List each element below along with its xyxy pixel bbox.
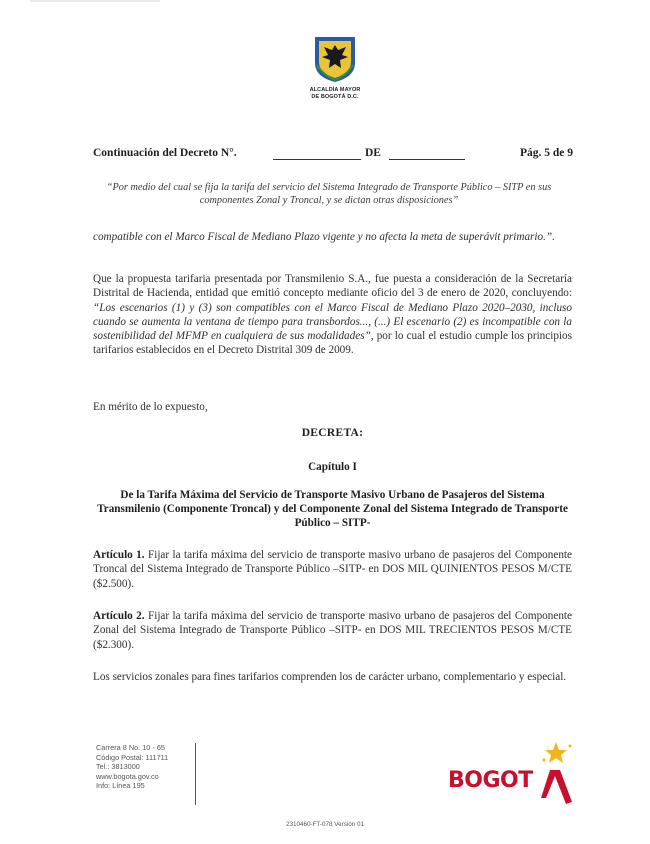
- footer-postal: Código Postal: 111711: [96, 752, 169, 762]
- article-1-label: Artículo 1.: [93, 549, 145, 561]
- form-code: 2310460-FT-078 Versión 01: [285, 821, 365, 828]
- paragraph-merito: En mérito de lo expuesto,: [93, 401, 208, 413]
- de-label: DE: [365, 147, 381, 159]
- bogota-logo-text: BOGOT: [448, 768, 533, 793]
- article-1: [93, 548, 572, 591]
- continuation-label: Continuación del Decreto N°.: [93, 147, 237, 159]
- paragraph-servicios-zonales: Los servicios zonales para fines tarifarios comprenden los de carácter urbano, complementario y especial.: [93, 671, 567, 683]
- decree-subtitle: “Por medio del cual se fija la tarifa del servicio del Sistema Integrado de Transporte Público – SITP en sus componentes Zonal y Troncal, y se dictan otras disposiciones”: [106, 182, 552, 206]
- paragraph-propuesta-end: , por lo cual el estudio cumple los principios tarifarios establecidos en el Decreto Distrital 309 de 2009.: [93, 330, 572, 357]
- footer-tel: Tel.: 3813000: [96, 762, 140, 772]
- crest-label-line2: DE BOGOTÁ D.C.: [311, 94, 359, 100]
- paragraph-propuesta-quote: “Los escenarios (1) y (3) son compatibles con el Marco Fiscal de Mediano Plazo 2020–2030, incluso cuando se aumenta la ventana de tiempo para transbordos..., (...) El escenario (2) es incompatible con la sostenibilidad del MFMP en cualquiera de sus modalidades”: [93, 301, 572, 343]
- article-2-label: Artículo 2.: [93, 610, 145, 622]
- decree-date-blank: [389, 159, 465, 160]
- paragraph-compatible: compatible con el Marco Fiscal de Mediano Plazo vigente y no afecta la meta de superávit primario.”.: [93, 231, 555, 243]
- chapter-heading: Capítulo I: [308, 461, 357, 473]
- article-2-text: Fijar la tarifa máxima del servicio de transporte masivo urbano de pasajeros del Componente Zonal del Sistema Integrado de Transporte Público –SITP- en DOS MIL TRECIENTOS PESOS M/CTE ($2.300).: [93, 610, 572, 651]
- footer-info: Info: Línea 195: [96, 781, 145, 791]
- footer-divider: [195, 743, 196, 805]
- footer-web: www.bogota.gov.co: [96, 771, 159, 781]
- paragraph-propuesta: [93, 272, 572, 358]
- article-2: [93, 609, 572, 652]
- decree-number-blank: [273, 159, 361, 160]
- crest-label-line1: ALCALDÍA MAYOR: [309, 87, 361, 93]
- scan-edge: [30, 0, 160, 2]
- coat-of-arms-icon: [313, 35, 357, 83]
- article-1-text: Fijar la tarifa máxima del servicio de transporte masivo urbano de pasajeros del Componente Troncal del Sistema Integrado de Transporte Público –SITP- en DOS MIL QUINIENTOS PESOS M/CTE ($2.500).: [93, 549, 572, 590]
- paragraph-propuesta-start: Que la propuesta tarifaria presentada por Transmilenio S.A., fue puesta a consideración de la Secretaría Distrital de Hacienda, entidad que emitió concepto mediante oficio del 3 de enero de 2020, concluyendo:: [93, 273, 572, 300]
- page-number: Pág. 5 de 9: [519, 147, 573, 159]
- footer-contact: [96, 743, 168, 791]
- chapter-title: De la Tarifa Máxima del Servicio de Transporte Masivo Urbano de Pasajeros del Sistema Transmilenio (Componente Troncal) y del Componente Zonal del Sistema Integrado de Transporte Público – SITP-: [97, 489, 568, 530]
- alcaldia-crest: [290, 35, 380, 101]
- footer-address: Carrera 8 No. 10 - 65: [96, 743, 165, 752]
- decreta-heading: DECRETA:: [301, 427, 364, 439]
